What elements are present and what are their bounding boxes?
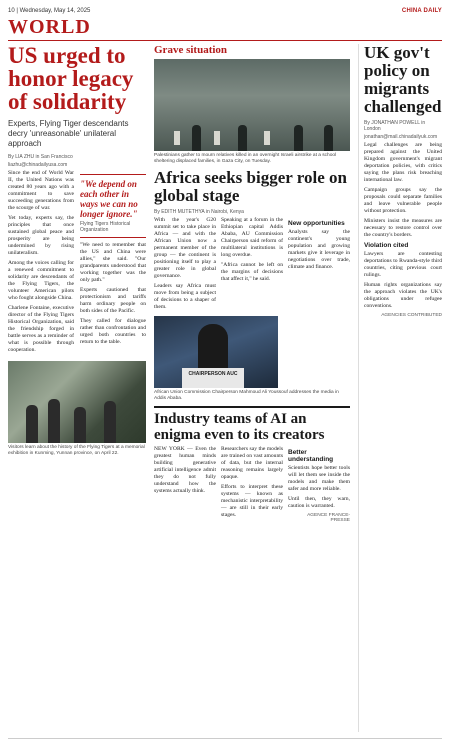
paragraph: Speaking at a forum in the Ethiopian capital Addis Ababa, AU Commission Chairperson said reform of multilateral institutions is long overdue. [221, 217, 283, 258]
paragraph: Among the voices calling for a renewed commitment to solidarity are descendants of the Flying Tigers, the volunteer American pilots who fought alongside China. [8, 260, 74, 301]
uk-signoff: AGENCIES CONTRIBUTED [381, 313, 442, 318]
paper-name: CHINA DAILY [401, 8, 442, 14]
africa-body-col2 [221, 217, 283, 314]
ai-body-col1 [154, 446, 216, 523]
paragraph: Since the end of World War II, the United Nations was created 80 years ago with a commitment to save succeeding generations from the scourge of war. [8, 170, 74, 211]
uk-byline: By JONATHAN POWELL in London [364, 120, 426, 132]
visitor-figure [104, 401, 116, 443]
paragraph: Ministers insist the measures are necessary to restore control over the country's borders. [364, 218, 442, 238]
paragraph: They called for dialogue rather than confrontation and urged both countries to return to the table. [80, 318, 146, 345]
mourner-figure [238, 125, 247, 151]
paragraph: With the year's G20 summit set to take place in Africa — and with the African Union now a permanent member of the group — the continent is positioning itself to play a greater role in global governance. [154, 217, 216, 279]
africa-body [154, 217, 350, 314]
mourner-figure [324, 125, 333, 151]
pull-quote-text: "We depend on each other in ways we can no longer ignore." [80, 179, 138, 219]
paragraph: Efforts to interpret these systems — known as mechanistic interpretability — are still in their early stages. [221, 484, 283, 518]
left-deck: Experts, Flying Tiger descendants decry 'unreasonable' unilateral approach [8, 119, 129, 148]
ai-subhead: Better understanding [288, 449, 334, 463]
paragraph: Until then, they warn, caution is warranted. [288, 496, 350, 509]
paragraph: Scientists hope better tools will let them see inside the models and make them safer and more reliable. [288, 465, 350, 492]
africa-body-col3 [288, 217, 350, 314]
africa-body-col1 [154, 217, 216, 314]
podium [182, 368, 244, 388]
paragraph: Legal challenges are being prepared against the United Kingdom government's migrant deportation policies, with critics saying the plans risk breaching international law. [364, 142, 442, 183]
paragraph: Lawyers are contesting deportations to Rwanda-style third countries, citing previous court rulings. [364, 251, 442, 278]
paragraph: Researchers say the models are trained on vast amounts of data, but the internal reasoning remains largely opaque. [221, 446, 283, 480]
footer-rule [8, 738, 442, 739]
visitor-figure [26, 405, 38, 443]
mourner-figure [192, 125, 201, 151]
ai-signoff: AGENCE FRANCE-PRESSE [307, 513, 350, 523]
visitor-figure [74, 407, 86, 443]
section-rule [8, 40, 442, 41]
exhibition-photo-caption: Visitors learn about the history of the Flying Tigers at a memorial exhibition in Kunming, Yunnan province, on April 22. [8, 445, 145, 456]
ai-body-col3 [288, 446, 350, 523]
photo-kicker: Grave situation [154, 44, 228, 56]
africa-subhead: New opportunities [288, 220, 345, 227]
left-headline: US urged to honor legacy of solidarity [8, 44, 134, 114]
africa-headline: Africa seeks bigger role on global stage [154, 168, 347, 205]
africa-byline: By EDITH MUTETHYA in Nairobi, Kenya [154, 209, 244, 215]
podium-label: CHAIRPERSON AUC [188, 371, 238, 377]
ai-headline: Industry teams of AI an enigma even to its creators [154, 406, 350, 443]
uk-subhead: Violation cited [364, 242, 409, 249]
center-stories [154, 44, 350, 732]
paragraph: Campaign groups say the proposals could separate families and leave vulnerable people without protection. [364, 187, 442, 214]
paragraph: "Africa cannot be left on the margins of decisions that affect it," he said. [221, 262, 283, 282]
au-photo-caption: African Union Commission Chairperson Mahmoud Ali Youssouf addresses the media in Addis Ababa. [154, 390, 339, 401]
paragraph: Charlene Fontaine, executive director of the Flying Tigers Historical Organization, said the friendship forged in battle serves as a reminder of what is possible through cooperation. [8, 305, 74, 353]
paragraph: Human rights organizations say the approach violates the UK's obligations under refugee conventions. [364, 282, 442, 309]
left-byline: By LIA ZHU in San Francisco [8, 154, 73, 160]
left-body [8, 170, 146, 357]
uk-email[interactable]: jonathan@mail.chinadailyuk.com [364, 134, 438, 140]
left-email[interactable]: liazhu@chinadailyusa.com [8, 162, 68, 168]
paragraph: Experts cautioned that protectionism and tariffs harm ordinary people on both sides of the Pacific. [80, 287, 146, 314]
exhibition-photo [8, 361, 146, 443]
gaza-photo [154, 59, 350, 151]
pull-quote-attribution: Flying Tigers Historical Organization [80, 221, 131, 233]
right-story [358, 44, 442, 732]
gaza-photo-caption: Palestinians gather to mourn relatives killed in an overnight Israeli airstrike at a school sheltering displaced families, in Gaza City, on Tuesday. [154, 153, 337, 164]
au-chairperson-photo [154, 316, 278, 388]
speaker-figure [198, 324, 228, 374]
grave-marker [264, 131, 270, 145]
uk-headline: UK gov't policy on migrants challenged [364, 44, 442, 116]
left-body-col1 [8, 170, 74, 357]
paragraph: NEW YORK — Even the greatest human minds building generative artificial intelligence admit they do not fully understand how the systems actually think. [154, 446, 216, 494]
pull-quote [80, 174, 146, 238]
section-title: WORLD [8, 16, 91, 38]
mourner-figure [294, 125, 303, 151]
masthead-bar [8, 6, 442, 16]
page-date: 10 | Wednesday, May 14, 2025 [8, 8, 91, 14]
left-story [8, 44, 146, 732]
paragraph: Yet today, experts say, the principles that once sustained global peace and prosperity are being undermined by rising unilateralism. [8, 215, 74, 256]
visitor-figure [48, 399, 60, 443]
paragraph: Analysts say the continent's young population and growing markets give it leverage in negotiations over trade, climate and finance. [288, 229, 350, 270]
ai-body-col2 [221, 446, 283, 523]
left-body-col2 [80, 170, 146, 357]
paragraph: Leaders say Africa must move from being a subject of decisions to a shaper of them. [154, 283, 216, 310]
ai-body [154, 446, 350, 523]
grave-marker [214, 131, 220, 145]
grave-marker [174, 131, 180, 145]
paragraph: "We need to remember that the US and China were allies," she said. "Our grandparents understood that working together was the only path." [80, 242, 146, 283]
